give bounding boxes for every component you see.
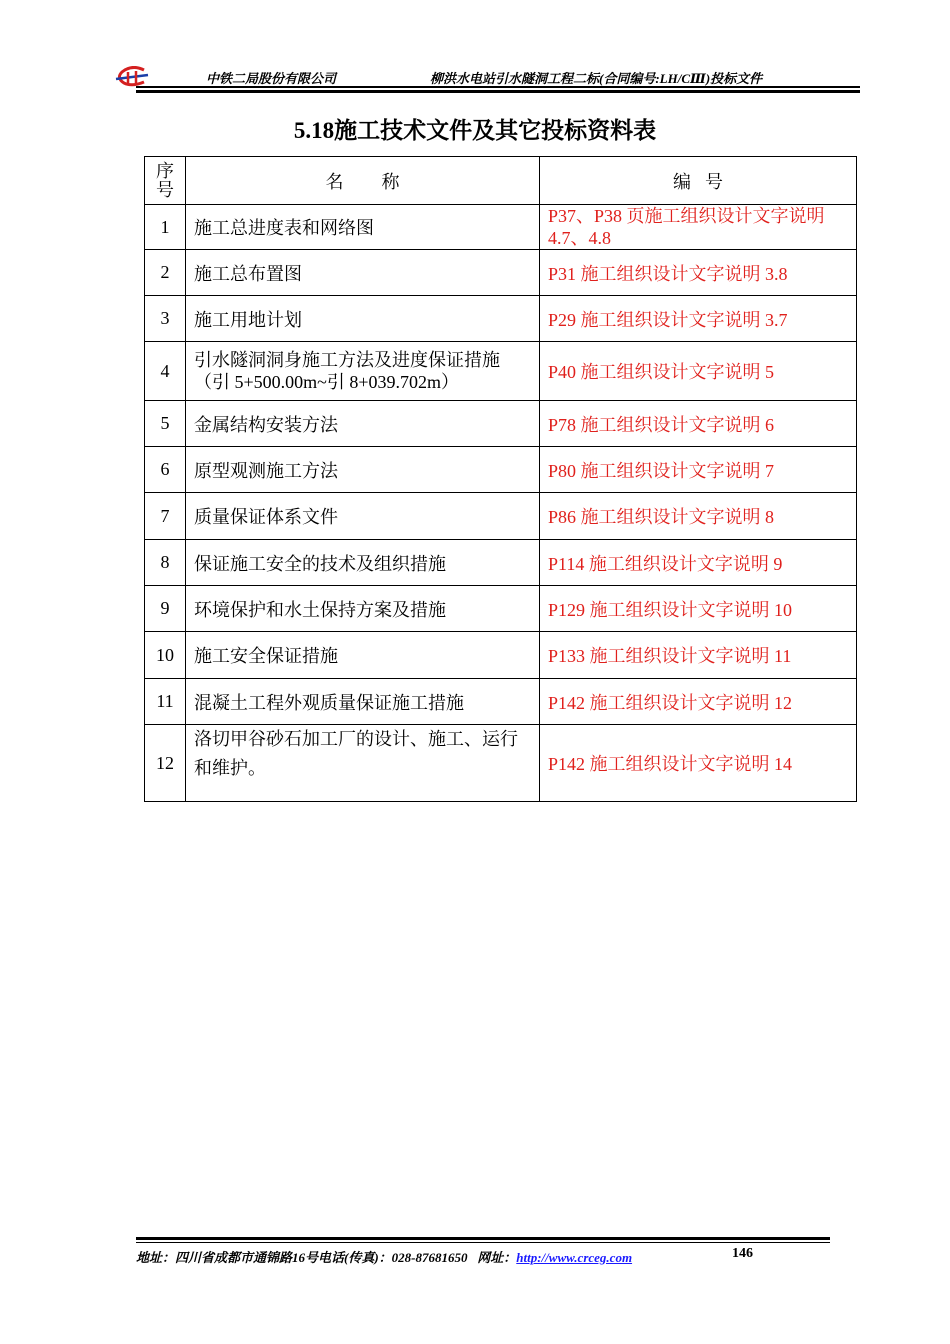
col-header-name: 名 称 — [186, 157, 540, 205]
row-ref: P78 施工组织设计文字说明 6 — [540, 401, 857, 447]
table-header-row — [145, 157, 857, 205]
row-no: 5 — [145, 401, 186, 447]
row-ref: P80 施工组织设计文字说明 7 — [540, 447, 857, 493]
row-name: 质量保证体系文件 — [186, 493, 540, 540]
row-no: 7 — [145, 493, 186, 540]
row-name: 金属结构安装方法 — [186, 401, 540, 447]
row-no: 8 — [145, 540, 186, 586]
col-header-ref: 编 号 — [540, 157, 857, 205]
row-no: 6 — [145, 447, 186, 493]
row-no: 11 — [145, 679, 186, 725]
header-rule — [136, 86, 860, 88]
table-row — [145, 250, 857, 296]
row-name: 保证施工安全的技术及组织措施 — [186, 540, 540, 586]
table-row — [145, 540, 857, 586]
row-ref: P142 施工组织设计文字说明 14 — [540, 725, 857, 802]
col-header-no: 序 号 — [145, 157, 186, 205]
row-ref: P129 施工组织设计文字说明 10 — [540, 586, 857, 632]
header-rule-thick — [136, 90, 860, 93]
row-name: 混凝土工程外观质量保证施工措施 — [186, 679, 540, 725]
row-name: 洛切甲谷砂石加工厂的设计、施工、运行 和维护。 — [186, 725, 540, 802]
website-link[interactable]: http://www.crceg.com — [516, 1250, 633, 1265]
row-name: 施工总布置图 — [186, 250, 540, 296]
table-row — [145, 586, 857, 632]
table-row — [145, 725, 857, 802]
footer-address: 地址：四川省成都市通锦路16号电话(传真)：028-87681650 网址：http://www.crceg.com — [136, 1250, 633, 1265]
row-ref: P40 施工组织设计文字说明 5 — [540, 342, 857, 401]
row-no: 1 — [145, 205, 186, 250]
table-row — [145, 679, 857, 725]
header-project: 柳洪水电站引水隧洞工程二标(合同编号:LH/CⅢ)投标文件 — [430, 71, 763, 86]
row-name: 施工用地计划 — [186, 296, 540, 342]
row-ref: P133 施工组织设计文字说明 11 — [540, 632, 857, 679]
table-row — [145, 296, 857, 342]
row-no: 2 — [145, 250, 186, 296]
row-ref: P142 施工组织设计文字说明 12 — [540, 679, 857, 725]
footer-rule — [136, 1242, 830, 1243]
row-name: 原型观测施工方法 — [186, 447, 540, 493]
footer-rule-thick — [136, 1237, 830, 1240]
row-name: 引水隧洞洞身施工方法及进度保证措施 （引 5+500.00m~引 8+039.702m） — [186, 342, 540, 401]
row-ref: P29 施工组织设计文字说明 3.7 — [540, 296, 857, 342]
row-no: 9 — [145, 586, 186, 632]
company-logo-icon — [114, 66, 150, 88]
page-number: 146 — [732, 1246, 753, 1261]
row-ref: P86 施工组织设计文字说明 8 — [540, 493, 857, 540]
table-row — [145, 342, 857, 401]
row-ref: P114 施工组织设计文字说明 9 — [540, 540, 857, 586]
row-no: 3 — [145, 296, 186, 342]
page-title: 5.18施工技术文件及其它投标资料表 — [293, 118, 657, 143]
row-no: 4 — [145, 342, 186, 401]
table-row — [145, 401, 857, 447]
row-no: 12 — [145, 725, 186, 802]
row-no: 10 — [145, 632, 186, 679]
row-ref: P31 施工组织设计文字说明 3.8 — [540, 250, 857, 296]
table-row — [145, 493, 857, 540]
header-company: 中铁二局股份有限公司 — [206, 71, 337, 86]
table-row — [145, 205, 857, 250]
materials-table — [144, 156, 857, 802]
table-row — [145, 447, 857, 493]
row-name: 环境保护和水土保持方案及措施 — [186, 586, 540, 632]
row-name: 施工总进度表和网络图 — [186, 205, 540, 250]
row-name: 施工安全保证措施 — [186, 632, 540, 679]
table-row — [145, 632, 857, 679]
row-ref: P37、P38 页施工组织设计文字说明 4.7、4.8 — [540, 205, 857, 250]
